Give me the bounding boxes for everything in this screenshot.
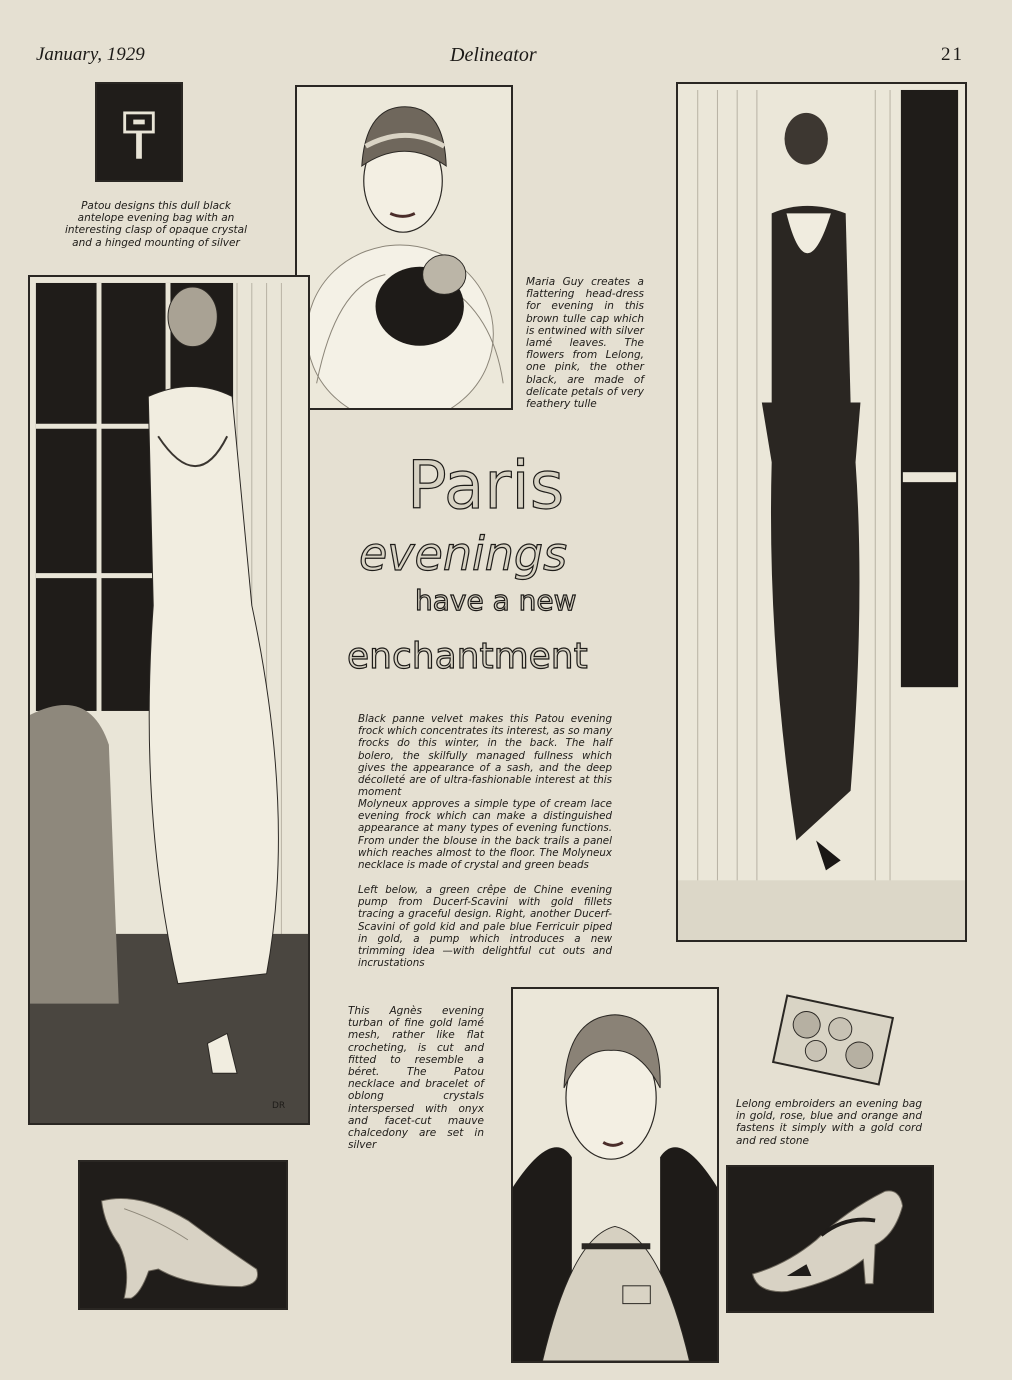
green-crepe-pump-illustration xyxy=(78,1160,288,1310)
paragraph-ducerf-pumps: Left below, a green crêpe de Chine evening pump from Ducerf-Scavini with gold fillets tracing a graceful design. Right, another Ducerf-Scavini of gold kid and pale blue Ferricuir piped in gold, a pump which introduces a new trimming idea —with delightful cut outs and incrustations xyxy=(358,884,612,970)
headline-lettering xyxy=(345,440,645,685)
headline-line-3: have a new xyxy=(415,584,577,617)
headline-line-4: enchantment xyxy=(347,636,588,677)
high-heel-pump-icon xyxy=(80,1162,286,1308)
agnes-turban-portrait-illustration xyxy=(511,987,719,1363)
maria-guy-portrait-illustration xyxy=(295,85,513,410)
headline-line-2: evenings xyxy=(359,527,568,581)
patou-bag-illustration xyxy=(95,82,183,182)
woman-velvet-dress-icon xyxy=(678,84,965,940)
evening-bag-icon xyxy=(97,84,181,180)
headline-line-1: Paris xyxy=(407,447,565,524)
maria-guy-caption: Maria Guy creates a flattering head-dress for evening in this brown tulle cap which is entwined with silver lamé leaves. The flowers from Lelong, one pink, the other black, are made of delicate petals of very feathery tulle xyxy=(526,276,644,411)
patou-bag-caption: Patou designs this dull black antelope evening bag with an interesting clasp of opaque crystal and a hinged mounting of silver xyxy=(64,200,248,249)
woman-portrait-icon xyxy=(297,87,511,408)
page-number: 21 xyxy=(941,44,964,65)
gold-kid-pump-illustration xyxy=(726,1165,934,1313)
woman-lace-dress-icon xyxy=(30,277,308,1123)
lelong-bag-caption: Lelong embroiders an evening bag in gold, rose, blue and orange and fastens it simply with a gold cord and red stone xyxy=(736,1098,922,1147)
paragraph-patou-velvet: Black panne velvet makes this Patou evening frock which concentrates its interest, as so many frocks do this winter, in the back. The half bolero, the skilfully managed fullness which gives the appearance of a sash, and the deep décolleté are of ultra-fashionable interest at this moment xyxy=(358,713,612,799)
issue-date: January, 1929 xyxy=(36,44,145,65)
paragraph-molyneux-lace: Molyneux approves a simple type of cream lace evening frock which can make a distinguished appearance at many types of evening functions. From under the blouse in the back trails a panel which reaches almost to the floor. The Molyneux necklace is made of crystal and green beads xyxy=(358,798,612,872)
molyneux-lace-frock-illustration xyxy=(28,275,310,1125)
embroidered-bag-icon xyxy=(774,997,891,1084)
lelong-bag-illustration xyxy=(772,994,894,1085)
magazine-title: Delineator xyxy=(450,44,537,66)
agnes-turban-caption: This Agnès evening turban of fine gold lamé mesh, rather like flat crocheting, is cut and fitted to resemble a béret. The Patou necklace and bracelet of oblong crystals interspersed with onyx and facet-cut mauve chalcedony are set in silver xyxy=(348,1005,484,1152)
t-strap-pump-icon xyxy=(728,1167,932,1311)
artist-signature: DR xyxy=(272,1101,286,1111)
woman-turban-portrait-icon xyxy=(513,989,717,1361)
patou-velvet-frock-illustration xyxy=(676,82,967,942)
